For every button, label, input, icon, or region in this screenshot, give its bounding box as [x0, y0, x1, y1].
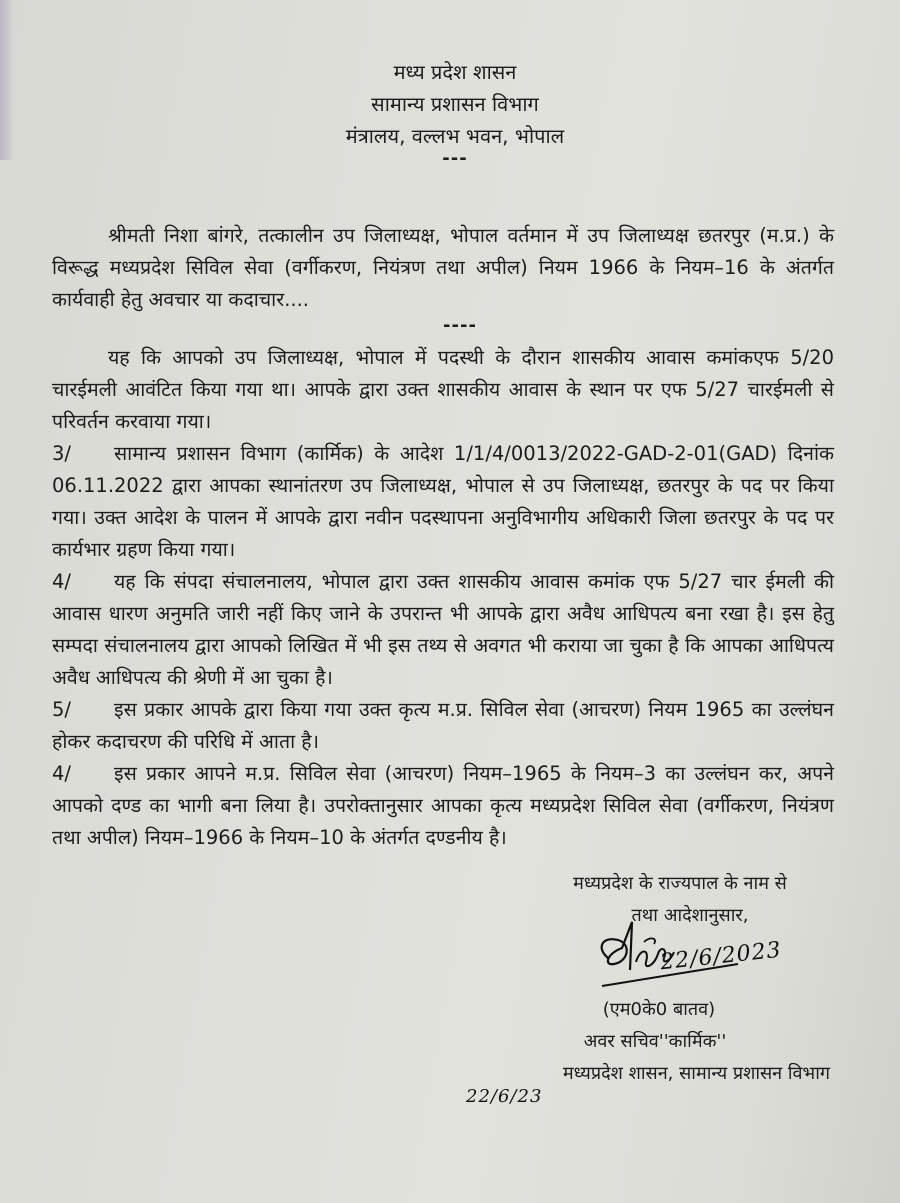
letterhead — [0, 56, 900, 169]
officer-designation: अवर सचिव''कार्मिक'' — [583, 1031, 727, 1052]
paragraph-text: यह कि आपको उप जिलाध्यक्ष, भोपाल में पदस्थी के दौरान शासकीय आवास कमांकएफ 5/20 चारईमली आवंटित किया गया था। आपके द्वारा उक्त शासकीय आवास के स्थान पर एफ 5/27 चारईमली से परिवर्तन करवाया गया। — [52, 346, 834, 433]
paragraph-4 — [52, 566, 834, 694]
paragraph-6 — [52, 758, 834, 854]
signature-date: 22/6/2023 — [659, 937, 783, 976]
letter-body — [52, 342, 834, 854]
header-address: मंत्रालय, वल्लभ भवन, भोपाल — [345, 124, 565, 148]
paragraph-text: इस प्रकार आपके द्वारा किया गया उक्त कृत्य म.प्र. सिविल सेवा (आचरण) नियम 1965 का उल्लंघन होकर कदाचरण की परिधि में आता है। — [52, 698, 834, 753]
officer-name: (एम0के0 बातव) — [602, 999, 716, 1020]
signoff-line-2: तथा आदेशानुसार, — [631, 905, 749, 926]
paragraph-number: 4/ — [52, 570, 71, 593]
paragraph-text: सामान्य प्रशासन विभाग (कार्मिक) के आदेश 1/1/4/0013/2022-GAD-2-01(GAD) दिनांक 06.11.2022 द्वारा आपका स्थानांतरण उप जिलाध्यक्ष, भोपाल से उप जिलाध्यक्ष, छतरपुर के पद पर किया गया। उक्त आदेश के पालन में आपके द्वारा नवीन पदस्थापना अनुविभागीय अधिकारी जिला छतरपुर के पद पर कार्यभार ग्रहण किया गया। — [52, 442, 834, 561]
subject-separator: ---- — [443, 315, 477, 336]
paragraph-number: 5/ — [52, 698, 71, 721]
officer-block — [440, 994, 860, 1090]
paragraph-number: 3/ — [52, 442, 71, 465]
header-department: सामान्य प्रशासन विभाग — [371, 92, 539, 116]
header-government: मध्य प्रदेश शासन — [393, 60, 517, 84]
bottom-handwritten-date: 22/6/23 — [466, 1086, 543, 1107]
paragraph-text: यह कि संपदा संचालनालय, भोपाल द्वारा उक्त शासकीय आवास कमांक एफ 5/27 चार ईमली की आवास धारण अनुमति जारी नहीं किए जाने के उपरान्त भी आपके द्वारा अवैध आधिपत्य बना रखा है। इस हेतु सम्पदा संचालनालय द्वारा आपको लिखित में भी इस तथ्य से अवगत भी कराया जा चुका है कि आपका आधिपत्य अवैध आधिपत्य की श्रेणी में आ चुका है। — [52, 570, 834, 689]
signoff-line-1: मध्यप्रदेश के राज्यपाल के नाम से — [573, 873, 787, 894]
paragraph-text: इस प्रकार आपने म.प्र. सिविल सेवा (आचरण) नियम–1965 के नियम–3 का उल्लंघन कर, अपने आपको दण्ड का भागी बना लिया है। उपरोक्तानुसार आपका कृत्य मध्यप्रदेश सिविल सेवा (वर्गीकरण, नियंत्रण तथा अपील) नियम–1966 के नियम–10 के अंतर्गत दण्डनीय है। — [52, 762, 834, 849]
officer-department: मध्यप्रदेश शासन, सामान्य प्रशासन विभाग — [562, 1063, 830, 1084]
header-separator: --- — [442, 148, 468, 169]
subject-paragraph: श्रीमती निशा बांगरे, तत्कालीन उप जिलाध्यक्ष, भोपाल वर्तमान में उप जिलाध्यक्ष छतरपुर (म.प्र.) के विरूद्ध मध्यप्रदेश सिविल सेवा (वर्गीकरण, नियंत्रण तथा अपील) नियम 1966 के नियम–16 के अंतर्गत कार्यवाही हेतु अवचार या कदाचार.... — [52, 223, 834, 311]
paragraph-1 — [52, 342, 834, 438]
paragraph-3 — [52, 438, 834, 566]
paragraph-number: 4/ — [52, 762, 71, 785]
paragraph-5 — [52, 694, 834, 758]
